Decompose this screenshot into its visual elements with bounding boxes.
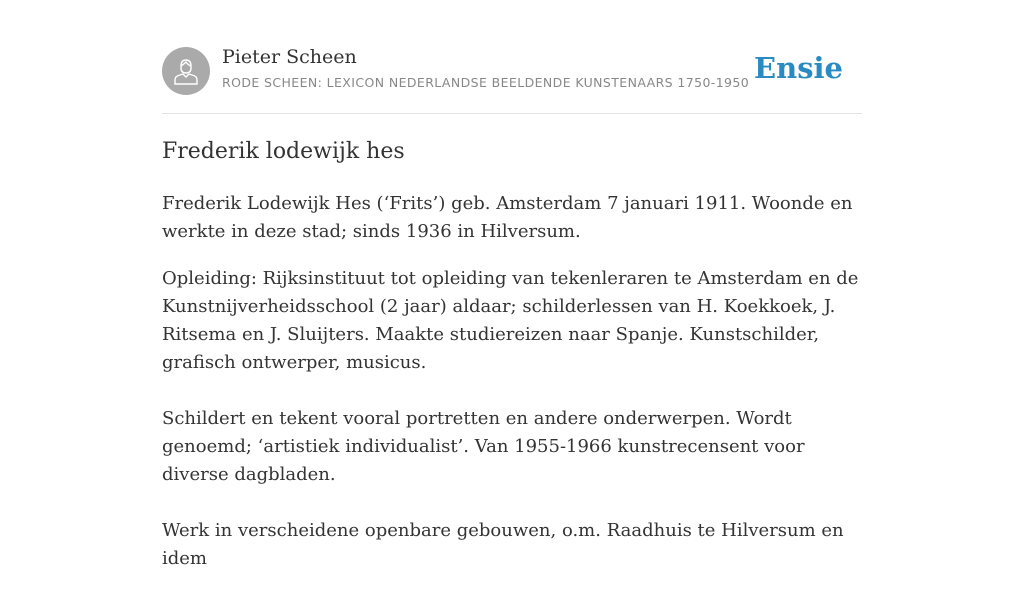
author-name-link[interactable]: Pieter Scheen <box>222 46 357 68</box>
content-container <box>162 0 862 569</box>
article-paragraph: Werk in verscheidene openbare gebouwen, o.m. Raadhuis te Hilversum en idem <box>162 520 844 569</box>
article-header <box>162 0 862 114</box>
article-body <box>162 190 862 592</box>
source-lexicon[interactable]: RODE SCHEEN: LEXICON NEDERLANDSE BEELDENDE KUNSTENAARS 1750-1950 <box>222 75 750 90</box>
article-paragraph: Frederik Lodewijk Hes (‘Frits’) geb. Amsterdam 7 januari 1911. Woonde en werkte in deze stad; sinds 1936 in Hilversum. <box>162 193 853 242</box>
article-title: Frederik lodewijk hes <box>162 139 405 164</box>
user-icon <box>173 57 199 85</box>
ensie-logo[interactable]: Ensie <box>754 51 843 85</box>
article-paragraph: Schildert en tekent vooral portretten en andere onderwerpen. Wordt genoemd; ‘artistiek individualist’. Van 1955-1966 kunstrecensent voor diverse dagbladen. <box>162 408 805 485</box>
author-avatar[interactable] <box>162 47 210 95</box>
article-paragraph: Opleiding: Rijksinstituut tot opleiding van tekenleraren te Amsterdam en de Kunstnijverheidsschool (2 jaar) aldaar; schilderlessen van H. Koekkoek, J. Ritsema en J. Sluijters. Maakte studiereizen naar Spanje. Kunstschilder, grafisch ontwerper, musicus. <box>162 268 859 373</box>
